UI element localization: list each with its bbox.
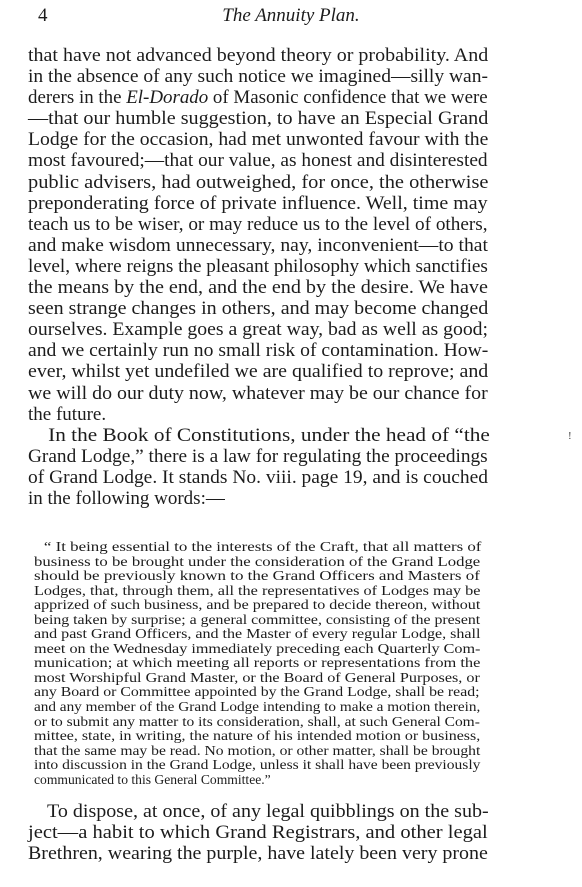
text-line: should be previously known to the Grand Officers and Masters of xyxy=(34,568,480,584)
text-line: most Worshipful Grand Master, or the Board of General Purposes, or xyxy=(34,669,480,685)
running-title: The Annuity Plan. xyxy=(222,5,360,26)
closing-text xyxy=(28,801,488,864)
main-text xyxy=(28,45,488,509)
text-line: ever, whilst yet undefiled we are qualified to reprove; and xyxy=(28,361,489,383)
text-line: ourselves. Example goes a great way, bad as well as good; xyxy=(28,319,489,341)
quoted-law xyxy=(34,540,488,787)
text-line: any Board or Committee appointed by the Grand Lodge, shall be read; xyxy=(34,684,480,700)
text-line: Lodges, that, through them, all the representatives of Lodges may be xyxy=(34,582,481,598)
text-line: that have not advanced beyond theory or probability. And xyxy=(28,45,489,66)
text-line: in the following words:— xyxy=(28,487,225,509)
margin-mark: ! xyxy=(568,430,572,442)
page-number: 4 xyxy=(38,5,48,26)
text-line: munication; at which meeting all reports or representations from the xyxy=(34,655,481,671)
text-line: public advisers, had outweighed, for once, the otherwise xyxy=(28,171,489,193)
text-line: level, where reigns the pleasant philosophy which sanctifies xyxy=(28,255,488,277)
text-line: we will do our duty now, whatever may be our chance for xyxy=(28,382,488,404)
text-line: into discussion in the Grand Lodge, unless it shall have been previously xyxy=(34,757,481,773)
text-line: —that our humble suggestion, to have an Especial Grand xyxy=(28,108,489,130)
text-line: In the Book of Constitutions, under the head of “the xyxy=(48,424,490,446)
text-line: Grand Lodge,” there is a law for regulating the proceedings xyxy=(28,445,488,467)
text-line: the future. xyxy=(28,403,107,425)
text-line: To dispose, at once, of any legal quibblings on the sub- xyxy=(46,801,489,822)
text-line: preponderating force of private influence. Well, time may xyxy=(28,192,488,214)
text-line: and past Grand Officers, and the Master of every regular Lodge, shall xyxy=(34,626,481,642)
text-line: most favoured;—that our value, as honest and disinterested xyxy=(28,150,488,172)
text-line: communicated to this General Committee.” xyxy=(34,771,271,787)
text-line: of Grand Lodge. It stands No. viii. page 19, and is couched xyxy=(28,466,489,488)
text-line: “ It being essential to the interests of the Craft, that all matters of xyxy=(43,539,482,554)
text-line: and any member of the Grand Lodge intending to make a motion therein, xyxy=(34,699,481,715)
text-line: and make wisdom unnecessary, nay, inconvenient—to that xyxy=(28,234,488,256)
text-line: Lodge for the occasion, had met unwonted favour with the xyxy=(28,129,489,151)
page-header xyxy=(0,5,582,31)
text-line: meet on the Wednesday immediately preceding each Quarterly Com- xyxy=(34,640,481,656)
text-line: being taken by surprise; a general committee, consisting of the present xyxy=(34,611,481,627)
text-line: teach us to be wiser, or may reduce us to the level of others, xyxy=(28,213,488,235)
text-line: and we certainly run no small risk of contamination. How- xyxy=(28,340,489,362)
text-line: mittee, state, in writing, the nature of his intended motion or business, xyxy=(34,728,481,744)
text-line: that the same may be read. No motion, or other matter, shall be brought xyxy=(34,742,481,758)
text-line: derers in the El-Dorado of Masonic confidence that we were xyxy=(28,87,488,109)
text-line: ject—a habit to which Grand Registrars, and other legal xyxy=(28,822,488,844)
text-line: apprized of such business, and be prepared to decide thereon, without xyxy=(34,597,481,613)
text-line: Brethren, wearing the purple, have lately been very prone xyxy=(28,843,488,865)
text-line: seen strange changes in others, and may become changed xyxy=(28,298,489,320)
text-line: business to be brought under the consideration of the Grand Lodge xyxy=(34,553,481,569)
text-line: the means by the end, and the end by the desire. We have xyxy=(28,277,488,299)
text-line: or to submit any matter to its consideration, shall, at such General Com- xyxy=(34,713,480,729)
text-line: in the absence of any such notice we imagined—silly wan- xyxy=(28,66,488,88)
